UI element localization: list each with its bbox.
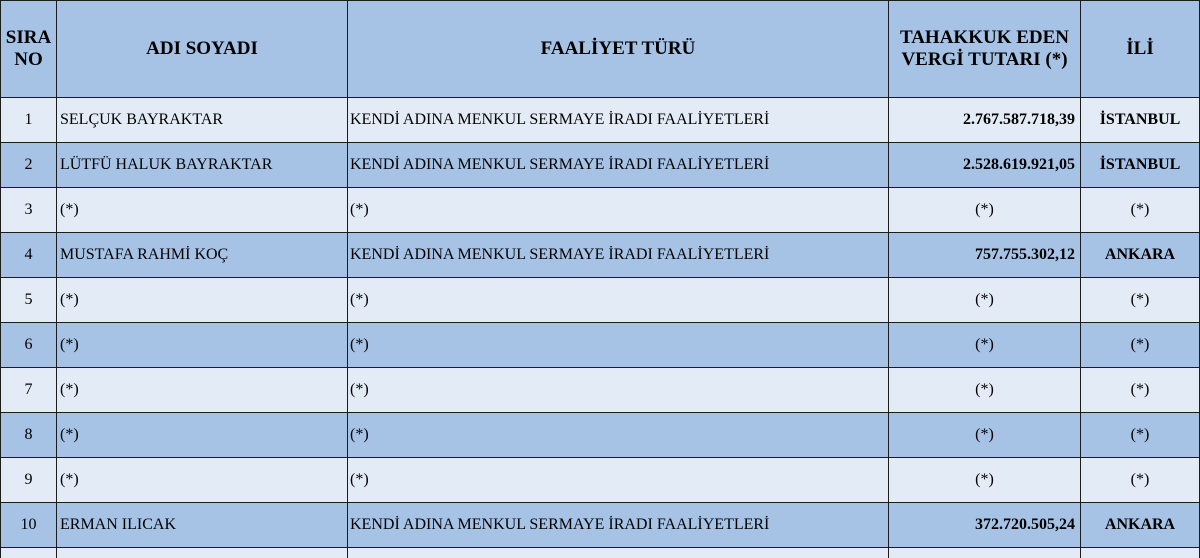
cell-name: (*) (57, 458, 348, 503)
table-row (1, 278, 1200, 323)
cell-activity: (*) (348, 278, 889, 323)
cell-name: (*) (57, 323, 348, 368)
cell-city: İSTANBUL (1081, 143, 1200, 188)
cell-activity: (*) (348, 458, 889, 503)
table-row (1, 458, 1200, 503)
cell-amount: 372.720.505,24 (889, 503, 1081, 548)
cell-no: 2 (1, 143, 57, 188)
table-row (1, 143, 1200, 188)
cell-amount: (*) (889, 278, 1081, 323)
cell-empty (57, 548, 348, 558)
cell-no: 3 (1, 188, 57, 233)
table-row (1, 413, 1200, 458)
header-vergi-tutari: TAHAKKUK EDEN VERGİ TUTARI (*) (889, 1, 1081, 98)
cell-activity: (*) (348, 413, 889, 458)
table-row (1, 323, 1200, 368)
cell-city: (*) (1081, 368, 1200, 413)
cell-amount: (*) (889, 458, 1081, 503)
header-ili: İLİ (1081, 1, 1200, 98)
cell-activity: KENDİ ADINA MENKUL SERMAYE İRADI FAALİYETLERİ (348, 98, 889, 143)
cell-city: (*) (1081, 458, 1200, 503)
header-faaliyet-turu: FAALİYET TÜRÜ (348, 1, 889, 98)
cell-empty (1081, 548, 1200, 558)
cell-name: LÜTFÜ HALUK BAYRAKTAR (57, 143, 348, 188)
cell-city: (*) (1081, 413, 1200, 458)
cell-no: 1 (1, 98, 57, 143)
cell-activity: KENDİ ADINA MENKUL SERMAYE İRADI FAALİYETLERİ (348, 143, 889, 188)
cell-no: 8 (1, 413, 57, 458)
table-row (1, 233, 1200, 278)
cell-amount: (*) (889, 413, 1081, 458)
table-row (1, 503, 1200, 548)
table-row (1, 188, 1200, 233)
cell-amount: 2.528.619.921,05 (889, 143, 1081, 188)
cell-empty (889, 548, 1081, 558)
cell-no: 5 (1, 278, 57, 323)
table-row (1, 98, 1200, 143)
cell-city: (*) (1081, 188, 1200, 233)
cell-no: 7 (1, 368, 57, 413)
table-row (1, 368, 1200, 413)
cell-no: 4 (1, 233, 57, 278)
cell-amount: 757.755.302,12 (889, 233, 1081, 278)
header-sira-no: SIRA NO (1, 1, 57, 98)
cell-empty (1, 548, 57, 558)
cell-amount: (*) (889, 323, 1081, 368)
cell-no: 6 (1, 323, 57, 368)
cell-no: 9 (1, 458, 57, 503)
cell-name: (*) (57, 278, 348, 323)
cell-name: MUSTAFA RAHMİ KOÇ (57, 233, 348, 278)
cell-amount: 2.767.587.718,39 (889, 98, 1081, 143)
cell-name: ERMAN ILICAK (57, 503, 348, 548)
cell-city: (*) (1081, 323, 1200, 368)
header-adi-soyadi: ADI SOYADI (57, 1, 348, 98)
table-row-partial (1, 548, 1200, 558)
cell-activity: (*) (348, 188, 889, 233)
cell-activity: KENDİ ADINA MENKUL SERMAYE İRADI FAALİYETLERİ (348, 503, 889, 548)
cell-activity: KENDİ ADINA MENKUL SERMAYE İRADI FAALİYETLERİ (348, 233, 889, 278)
cell-amount: (*) (889, 188, 1081, 233)
cell-city: İSTANBUL (1081, 98, 1200, 143)
cell-activity: (*) (348, 368, 889, 413)
cell-city: ANKARA (1081, 233, 1200, 278)
cell-no: 10 (1, 503, 57, 548)
cell-name: SELÇUK BAYRAKTAR (57, 98, 348, 143)
cell-name: (*) (57, 368, 348, 413)
cell-city: (*) (1081, 278, 1200, 323)
cell-name: (*) (57, 188, 348, 233)
cell-activity: (*) (348, 323, 889, 368)
cell-name: (*) (57, 413, 348, 458)
cell-city: ANKARA (1081, 503, 1200, 548)
cell-empty (348, 548, 889, 558)
cell-amount: (*) (889, 368, 1081, 413)
header-row (1, 1, 1200, 98)
